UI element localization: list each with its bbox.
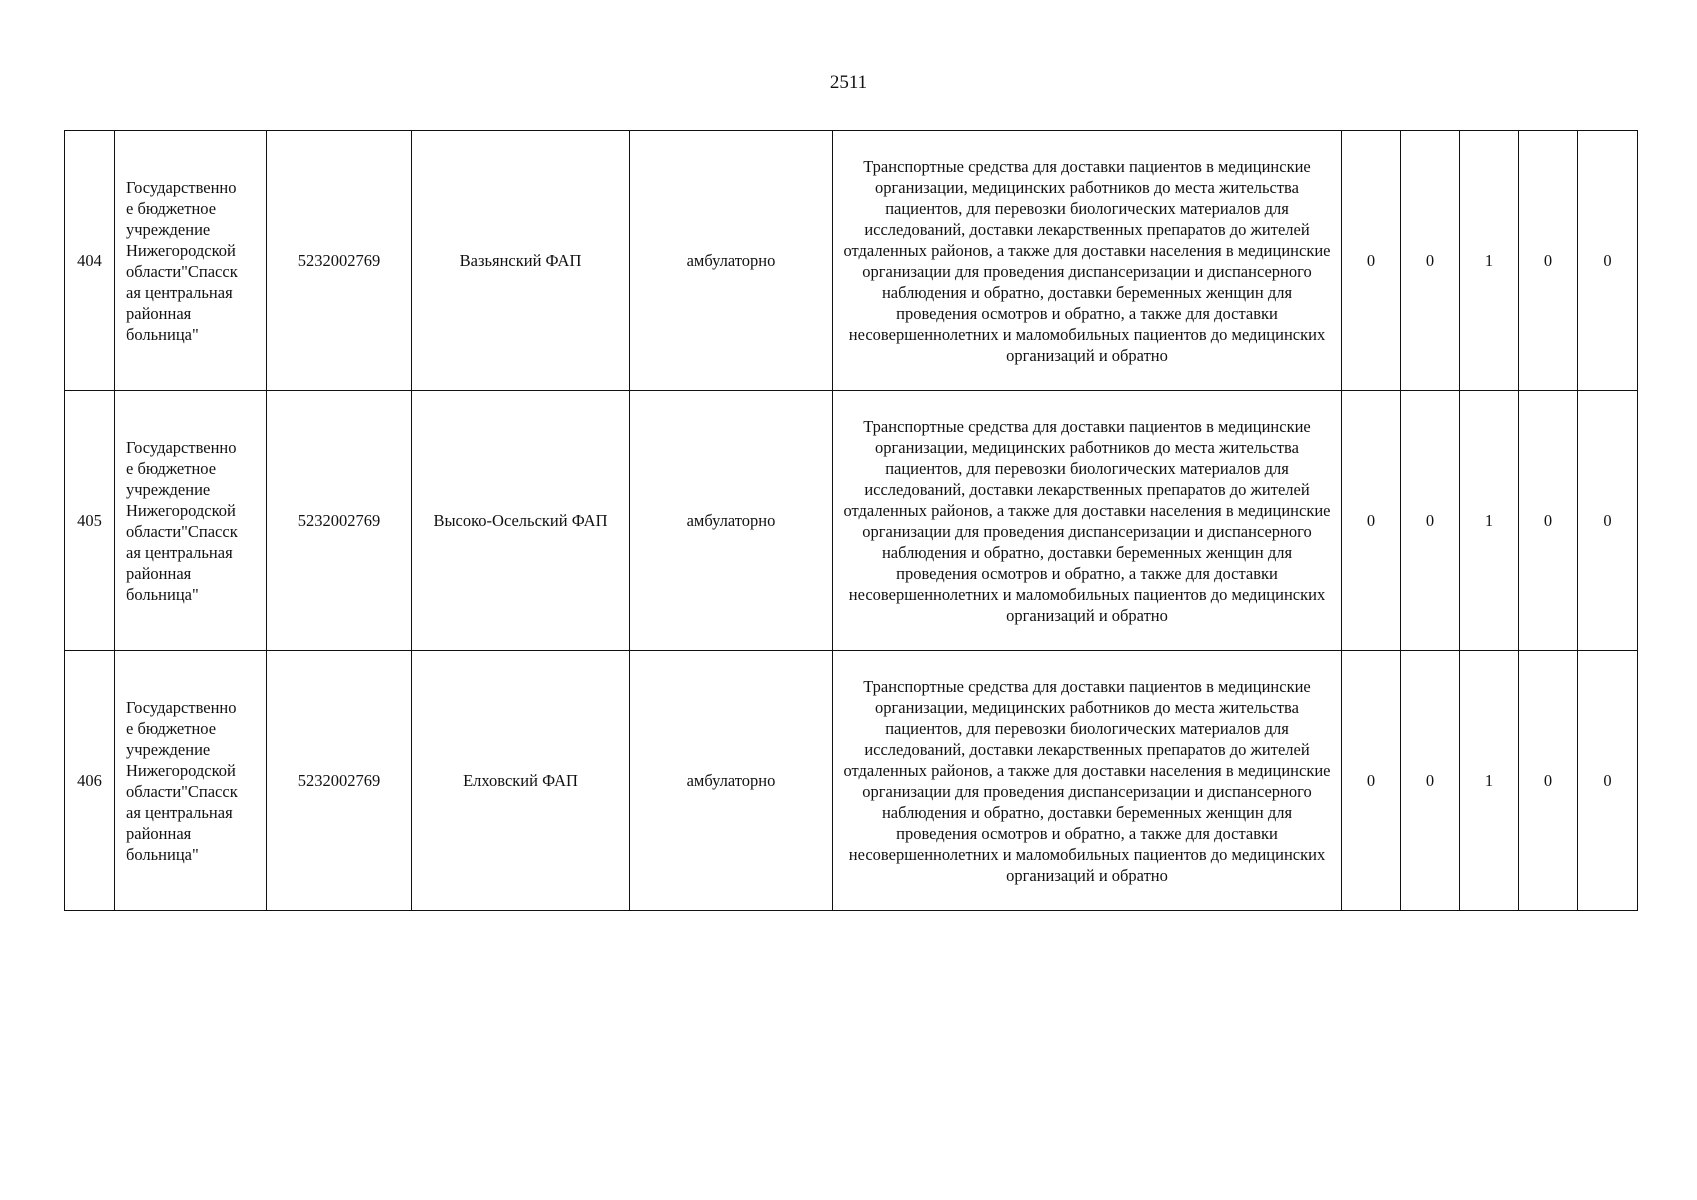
value-cell: 0 bbox=[1519, 131, 1578, 391]
organization-name-line: области"Спасск bbox=[126, 781, 238, 801]
organization-name-line: учреждение bbox=[126, 479, 211, 499]
organization-name-line: Нижегородской bbox=[126, 760, 236, 780]
organization-name-line: больница" bbox=[126, 844, 199, 864]
organization-name-line: области"Спасск bbox=[126, 261, 238, 281]
page-number: 2511 bbox=[829, 72, 868, 93]
organization-name-line: ая центральная bbox=[126, 542, 233, 562]
organization-name-line: Государственно bbox=[126, 697, 237, 717]
unit-name: Елховский ФАП bbox=[412, 651, 630, 911]
table-row bbox=[65, 651, 1638, 911]
row-number: 404 bbox=[65, 131, 115, 391]
organization-name-line: е бюджетное bbox=[126, 718, 217, 738]
table-row bbox=[65, 391, 1638, 651]
organization-name-line: е бюджетное bbox=[126, 458, 217, 478]
value-cell: 0 bbox=[1342, 131, 1401, 391]
inn-code: 5232002769 bbox=[267, 391, 412, 651]
value-cell: 0 bbox=[1578, 131, 1638, 391]
row-number: 405 bbox=[65, 391, 115, 651]
organization-name-line: ая центральная bbox=[126, 282, 233, 302]
care-conditions: амбулаторно bbox=[630, 651, 833, 911]
care-conditions: амбулаторно bbox=[630, 131, 833, 391]
vehicle-description: Транспортные средства для доставки пациентов в медицинские организации, медицинских работников до места жительства пациентов, для перевозки биологических материалов для исследований, доставки лекарственных препаратов до жителей отдаленных районов, а также для доставки населения в медицинские организации для проведения диспансеризации и диспансерного наблюдения и обратно, доставки беременных женщин для проведения осмотров и обратно, а также для доставки несовершеннолетних и маломобильных пациентов до медицинских организаций и обратно bbox=[833, 391, 1342, 651]
value-cell: 1 bbox=[1460, 651, 1519, 911]
organization-name-line: учреждение bbox=[126, 219, 211, 239]
care-conditions: амбулаторно bbox=[630, 391, 833, 651]
organization-name-line: Нижегородской bbox=[126, 500, 236, 520]
value-cell: 0 bbox=[1401, 131, 1460, 391]
vehicle-description: Транспортные средства для доставки пациентов в медицинские организации, медицинских работников до места жительства пациентов, для перевозки биологических материалов для исследований, доставки лекарственных препаратов до жителей отдаленных районов, а также для доставки населения в медицинские организации для проведения диспансеризации и диспансерного наблюдения и обратно, доставки беременных женщин для проведения осмотров и обратно, а также для доставки несовершеннолетних и маломобильных пациентов до медицинских организаций и обратно bbox=[833, 651, 1342, 911]
table-row bbox=[65, 131, 1638, 391]
organization-name bbox=[115, 651, 267, 911]
organization-name-line: больница" bbox=[126, 324, 199, 344]
value-cell: 0 bbox=[1519, 651, 1578, 911]
organization-name bbox=[115, 391, 267, 651]
organization-name bbox=[115, 131, 267, 391]
unit-name: Высоко-Осельский ФАП bbox=[412, 391, 630, 651]
value-cell: 0 bbox=[1578, 391, 1638, 651]
inn-code: 5232002769 bbox=[267, 651, 412, 911]
data-table bbox=[64, 130, 1638, 911]
vehicle-description: Транспортные средства для доставки пациентов в медицинские организации, медицинских работников до места жительства пациентов, для перевозки биологических материалов для исследований, доставки лекарственных препаратов до жителей отдаленных районов, а также для доставки населения в медицинские организации для проведения диспансеризации и диспансерного наблюдения и обратно, доставки беременных женщин для проведения осмотров и обратно, а также для доставки несовершеннолетних и маломобильных пациентов до медицинских организаций и обратно bbox=[833, 131, 1342, 391]
inn-code: 5232002769 bbox=[267, 131, 412, 391]
value-cell: 0 bbox=[1401, 651, 1460, 911]
value-cell: 1 bbox=[1460, 131, 1519, 391]
value-cell: 0 bbox=[1519, 391, 1578, 651]
organization-name-line: больница" bbox=[126, 584, 199, 604]
organization-name-line: учреждение bbox=[126, 739, 211, 759]
value-cell: 0 bbox=[1342, 651, 1401, 911]
organization-name-line: Государственно bbox=[126, 437, 237, 457]
value-cell: 1 bbox=[1460, 391, 1519, 651]
row-number: 406 bbox=[65, 651, 115, 911]
organization-name-line: районная bbox=[126, 823, 192, 843]
organization-name-line: е бюджетное bbox=[126, 198, 217, 218]
value-cell: 0 bbox=[1578, 651, 1638, 911]
organization-name-line: Нижегородской bbox=[126, 240, 236, 260]
organization-name-line: области"Спасск bbox=[126, 521, 238, 541]
organization-name-line: районная bbox=[126, 563, 192, 583]
value-cell: 0 bbox=[1342, 391, 1401, 651]
value-cell: 0 bbox=[1401, 391, 1460, 651]
unit-name: Вазьянский ФАП bbox=[412, 131, 630, 391]
organization-name-line: ая центральная bbox=[126, 802, 233, 822]
organization-name-line: Государственно bbox=[126, 177, 237, 197]
organization-name-line: районная bbox=[126, 303, 192, 323]
